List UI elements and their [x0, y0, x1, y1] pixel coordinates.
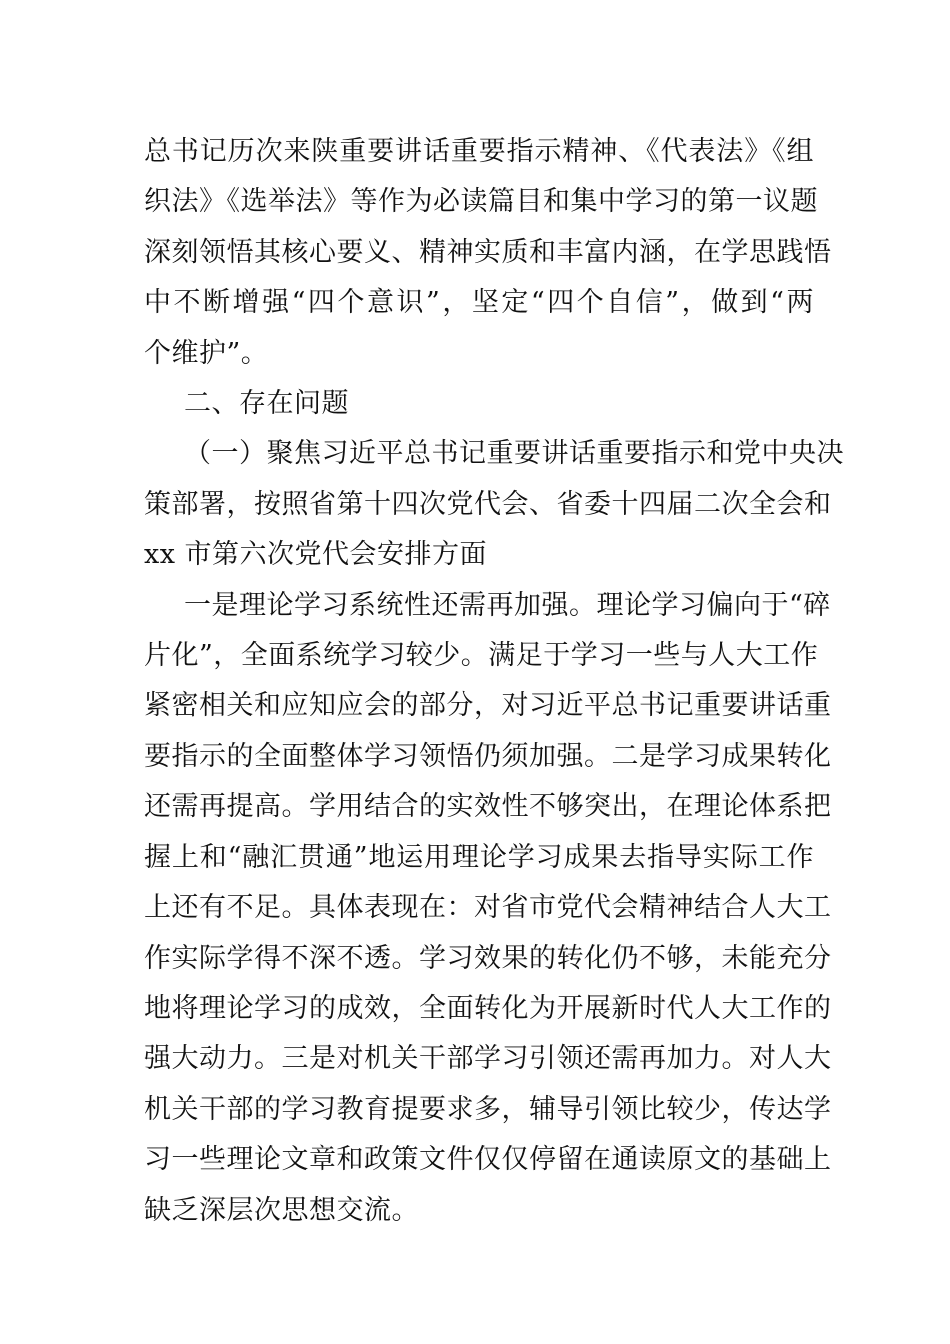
text-line: 握上和“融汇贯通”地运用理论学习成果去指导实际工作: [144, 841, 814, 873]
text-line: 策部署，按照省第十四次党代会、省委十四届二次全会和: [144, 488, 832, 520]
text-line: 强大动力。三是对机关干部学习引领还需再加力。对人大: [144, 1043, 832, 1075]
text-line: 总书记历次来陕重要讲话重要指示精神、《代表法》《组: [144, 136, 814, 167]
text-line: 机关干部的学习教育提要求多，辅导引领比较少，传达学: [144, 1093, 832, 1125]
paragraph-problems: [144, 581, 832, 1236]
text-line: 要指示的全面整体学习领悟仍须加强。二是学习成果转化: [144, 740, 832, 772]
text-line: 织法》《选举法》等作为必读篇目和集中学习的第一议题: [144, 186, 818, 218]
document-body: [144, 127, 844, 1236]
text-line: 个维护”。: [144, 337, 269, 369]
text-line: xx 市第六次党代会安排方面: [144, 539, 488, 571]
text-line: 中不断增强“四个意识”，坚定“四个自信”，做到“两: [144, 287, 814, 319]
section-heading-text: 二、存在问题: [184, 388, 349, 420]
text-line: 还需再提高。学用结合的实效性不够突出，在理论体系把: [144, 791, 832, 823]
section-heading: [144, 379, 814, 429]
paragraph-continuation: [144, 127, 832, 379]
text-line: 习一些理论文章和政策文件仅仅停留在通读原文的基础上: [144, 1144, 832, 1176]
text-line: 作实际学得不深不透。学习效果的转化仍不够，未能充分: [144, 942, 832, 974]
text-line: （一）聚焦习近平总书记重要讲话重要指示和党中央决: [184, 438, 844, 470]
text-line: 上还有不足。具体表现在：对省市党代会精神结合人大工: [144, 892, 832, 924]
text-line: 缺乏深层次思想交流。: [144, 1194, 419, 1226]
text-line: 一是理论学习系统性还需再加强。理论学习偏向于“碎: [184, 589, 831, 621]
subsection-heading: [144, 429, 844, 580]
text-line: 片化”，全面系统学习较少。满足于学习一些与人大工作: [144, 640, 819, 672]
text-line: 深刻领悟其核心要义、精神实质和丰富内涵，在学思践悟: [144, 236, 832, 268]
text-line: 地将理论学习的成效，全面转化为开展新时代人大工作的: [144, 992, 832, 1024]
text-line: 紧密相关和应知应会的部分，对习近平总书记重要讲话重: [144, 690, 832, 722]
